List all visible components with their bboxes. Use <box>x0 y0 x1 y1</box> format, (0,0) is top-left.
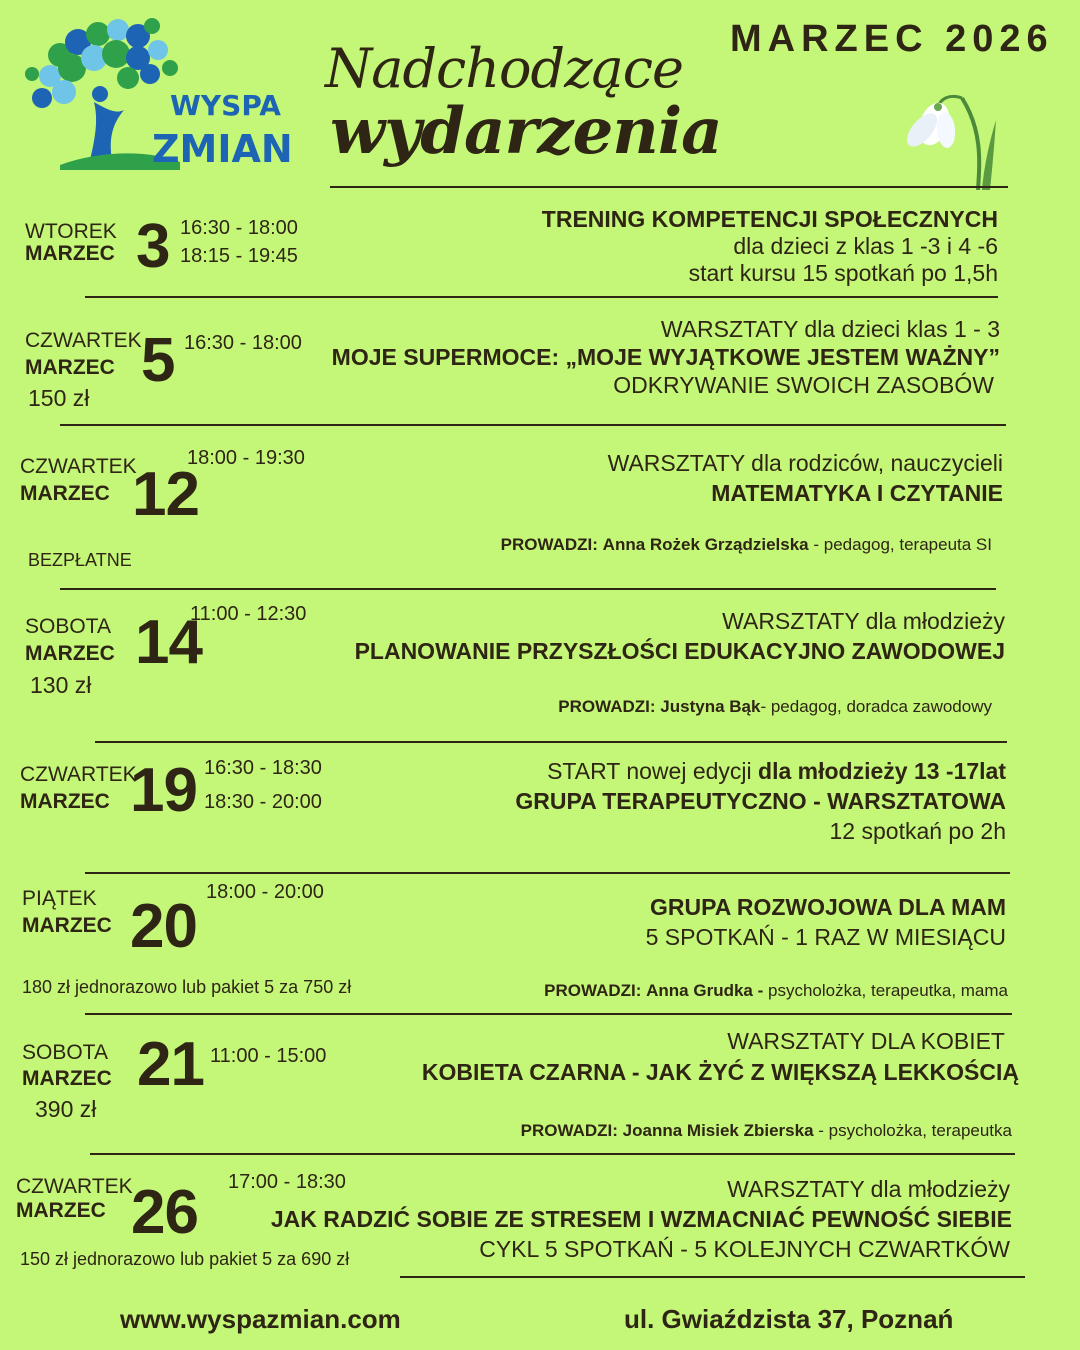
event-detail: start kursu 15 spotkań po 1,5h <box>688 260 998 286</box>
brand-line2: ZMIAN <box>152 127 293 171</box>
event-leader <box>521 1122 1012 1139</box>
address: ul. Gwiaździsta 37, Poznań <box>624 1304 954 1334</box>
event-time: 18:00 - 20:00 <box>206 881 324 903</box>
event-month: MARZEC <box>25 642 115 665</box>
divider <box>95 741 1007 743</box>
event-month: MARZEC <box>20 482 110 505</box>
leader-label: PROWADZI: <box>520 1121 618 1140</box>
divider <box>85 296 998 298</box>
event-title: PLANOWANIE PRZYSZŁOŚCI EDUKACYJNO ZAWODOWEJ <box>354 638 1005 664</box>
event-weekday: CZWARTEK <box>25 329 142 352</box>
event-title: JAK RADZIĆ SOBIE ZE STRESEM I WZMACNIAĆ PEWNOŚĆ SIEBIE <box>270 1206 1012 1232</box>
event-detail: CYKL 5 SPOTKAŃ - 5 KOLEJNYCH CZWARTKÓW <box>479 1236 1010 1262</box>
leader-name: Joanna Misiek Zbierska <box>622 1121 814 1140</box>
event-type: WARSZTATY dla młodzieży <box>722 608 1005 634</box>
event-detail: ODKRYWANIE SWOICH ZASOBÓW <box>613 372 994 398</box>
event-type: WARSZTATY dla dzieci klas 1 - 3 <box>660 316 1000 342</box>
event-price: 130 zł <box>30 672 92 698</box>
event-price: 390 zł <box>35 1096 97 1122</box>
event-title: GRUPA TERAPEUTYCZNO - WARSZTATOWA <box>515 788 1006 814</box>
event-type: WARSZTATY dla młodzieży <box>727 1176 1010 1202</box>
leader-name: Justyna Bąk <box>660 697 761 716</box>
event-time: 16:30 - 18:00 <box>180 217 298 239</box>
event-time: 16:30 - 18:30 <box>204 757 322 779</box>
event-month: MARZEC <box>16 1199 106 1222</box>
leader-name: Anna Grudka - <box>646 981 764 1000</box>
event-type-prefix: START nowej edycji <box>547 758 759 784</box>
event-time: 11:00 - 15:00 <box>210 1045 327 1067</box>
event-row <box>0 594 1080 742</box>
event-leader <box>558 698 992 715</box>
event-month: MARZEC <box>22 914 112 937</box>
divider <box>400 1276 1025 1278</box>
event-month: MARZEC <box>25 242 115 265</box>
event-title: MOJE SUPERMOCE: „MOJE WYJĄTKOWE JESTEM WAŻNY” <box>331 344 1000 370</box>
event-weekday: CZWARTEK <box>20 455 137 478</box>
event-time: 18:00 - 19:30 <box>187 447 305 469</box>
event-time: 18:30 - 20:00 <box>204 791 322 813</box>
event-row <box>0 300 1080 425</box>
event-time: 16:30 - 18:00 <box>184 332 302 354</box>
event-weekday: PIĄTEK <box>22 887 97 910</box>
event-weekday: CZWARTEK <box>20 763 137 786</box>
event-price: BEZPŁATNE <box>28 550 132 570</box>
event-row <box>0 430 1080 588</box>
event-detail: 5 SPOTKAŃ - 1 RAZ W MIESIĄCU <box>645 924 1006 950</box>
event-time: 17:00 - 18:30 <box>228 1171 346 1193</box>
month-heading: MARZEC 2026 <box>730 18 1054 60</box>
event-day-number: 3 <box>136 212 170 281</box>
event-price: 150 zł <box>28 385 90 411</box>
event-detail: 12 spotkań po 2h <box>829 818 1006 844</box>
event-price: 180 zł jednorazowo lub pakiet 5 za 750 zł <box>22 977 352 997</box>
event-day-number: 14 <box>135 608 202 677</box>
leader-role: - pedagog, terapeuta SI <box>808 535 992 554</box>
divider <box>60 424 1006 426</box>
event-weekday: SOBOTA <box>22 1041 108 1064</box>
leader-role: psycholożka, terapeutka, mama <box>763 981 1008 1000</box>
page-title-line2: wydarzenia <box>330 94 722 169</box>
event-day-number: 5 <box>141 326 175 395</box>
logo <box>20 10 293 175</box>
event-title: MATEMATYKA I CZYTANIE <box>711 480 1003 506</box>
snowdrop-flower-icon <box>900 80 1010 190</box>
event-row <box>0 748 1080 873</box>
divider <box>85 872 1010 874</box>
header-divider <box>330 186 1008 188</box>
event-leader <box>544 982 1008 999</box>
event-weekday: WTOREK <box>25 220 117 243</box>
divider <box>90 1153 1015 1155</box>
event-day-number: 20 <box>130 892 197 961</box>
event-type <box>515 760 1006 783</box>
leader-label: PROWADZI: <box>544 981 642 1000</box>
brand-line1: WYSPA <box>170 89 281 122</box>
leader-role: - psycholożka, terapeutka <box>813 1121 1012 1140</box>
event-audience: dla młodzieży 13 -17lat <box>758 758 1006 784</box>
event-time: 18:15 - 19:45 <box>180 245 298 267</box>
divider <box>85 1013 1012 1015</box>
event-month: MARZEC <box>20 790 110 813</box>
event-title: TRENING KOMPETENCJI SPOŁECZNYCH <box>541 206 998 232</box>
event-title: GRUPA ROZWOJOWA DLA MAM <box>649 894 1006 920</box>
page-title-line1: Nadchodzące <box>325 37 683 100</box>
event-weekday: SOBOTA <box>25 615 111 638</box>
event-time: 11:00 - 12:30 <box>190 603 307 625</box>
event-row <box>0 876 1080 1014</box>
event-row <box>0 1160 1080 1275</box>
event-row <box>0 196 1080 296</box>
event-day-number: 26 <box>131 1178 198 1247</box>
leader-role: - pedagog, doradca zawodowy <box>760 697 992 716</box>
event-month: MARZEC <box>22 1067 112 1090</box>
leader-name: Anna Rożek Grządzielska <box>602 535 809 554</box>
event-leader <box>501 536 992 553</box>
event-weekday: CZWARTEK <box>16 1175 133 1198</box>
event-day-number: 19 <box>130 756 197 825</box>
event-day-number: 12 <box>132 460 199 529</box>
leader-label: PROWADZI: <box>500 535 598 554</box>
event-day-number: 21 <box>137 1030 204 1099</box>
event-month: MARZEC <box>25 356 115 379</box>
event-type: WARSZTATY DLA KOBIET <box>727 1028 1005 1054</box>
website-link[interactable]: www.wyspazmian.com <box>120 1304 401 1334</box>
leader-label: PROWADZI: <box>558 697 656 716</box>
event-type: WARSZTATY dla rodziców, nauczycieli <box>607 450 1003 476</box>
event-title: KOBIETA CZARNA - JAK ŻYĆ Z WIĘKSZĄ LEKKOŚCIĄ <box>421 1059 1019 1085</box>
event-price: 150 zł jednorazowo lub pakiet 5 za 690 zł <box>20 1249 350 1269</box>
event-row <box>0 1018 1080 1154</box>
divider <box>60 588 996 590</box>
event-subtitle: dla dzieci z klas 1 -3 i 4 -6 <box>733 233 998 259</box>
